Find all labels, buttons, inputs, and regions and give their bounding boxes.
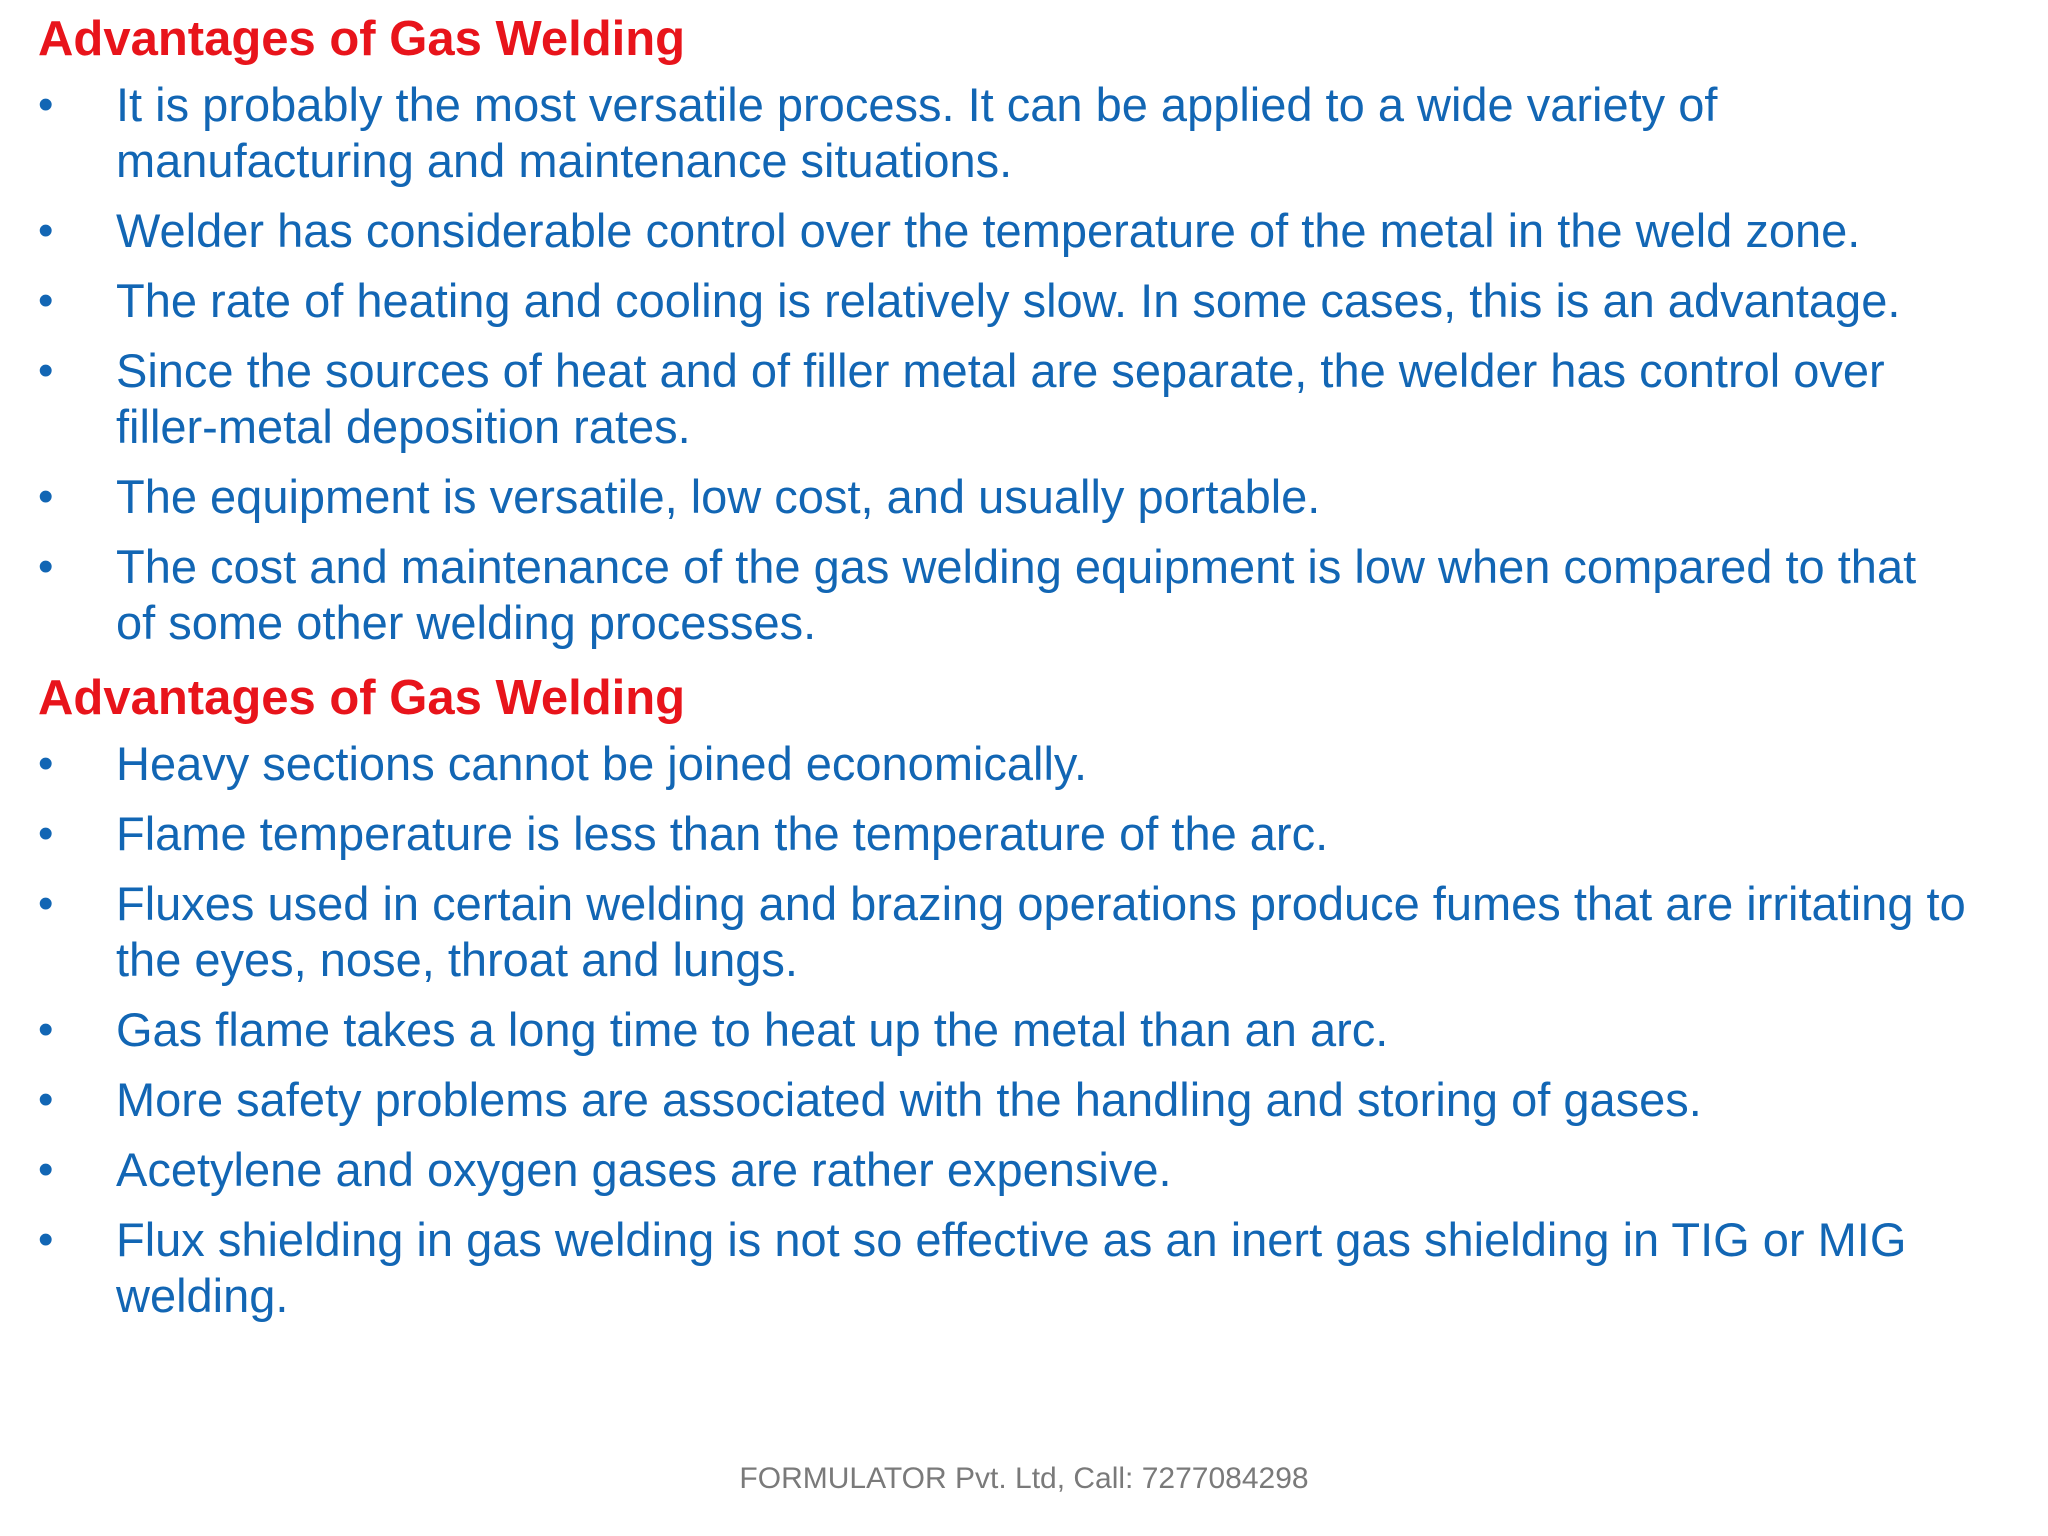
list-item-text: Flux shielding in gas welding is not so effective as an inert gas shielding in TIG or MIG welding. xyxy=(116,1212,1907,1322)
bullet-icon: • xyxy=(38,1074,54,1124)
list-item xyxy=(38,1002,1968,1058)
list-item-text: Welder has considerable control over the temperature of the metal in the weld zone. xyxy=(116,203,1861,257)
list-item xyxy=(38,1212,1968,1324)
list-item-text: It is probably the most versatile process. It can be applied to a wide variety of manufacturing and maintenance situations. xyxy=(116,77,1718,187)
list-item xyxy=(38,876,1968,988)
bullet-icon: • xyxy=(38,471,54,521)
list-item-text: Since the sources of heat and of filler metal are separate, the welder has control over filler-metal deposition rates. xyxy=(116,343,1885,453)
advantages-list xyxy=(38,77,2048,651)
list-item-text: Fluxes used in certain welding and brazing operations produce fumes that are irritating to the eyes, nose, throat and lungs. xyxy=(116,876,1966,986)
list-item xyxy=(38,273,1968,329)
list-item xyxy=(38,539,1968,651)
disadvantages-list xyxy=(38,736,2048,1324)
list-item-text: Heavy sections cannot be joined economically. xyxy=(116,736,1088,790)
list-item xyxy=(38,1072,1968,1128)
list-item xyxy=(38,203,1968,259)
list-item xyxy=(38,343,1968,455)
bullet-icon: • xyxy=(38,808,54,858)
bullet-icon: • xyxy=(38,275,54,325)
bullet-icon: • xyxy=(38,205,54,255)
list-item xyxy=(38,1142,1968,1198)
list-item-text: Acetylene and oxygen gases are rather expensive. xyxy=(116,1142,1172,1196)
list-item-text: Gas flame takes a long time to heat up the metal than an arc. xyxy=(116,1002,1389,1056)
footer-contact: FORMULATOR Pvt. Ltd, Call: 7277084298 xyxy=(739,1462,1309,1495)
section-heading-second: Advantages of Gas Welding xyxy=(38,670,686,725)
list-item xyxy=(38,806,1968,862)
section-heading-advantages: Advantages of Gas Welding xyxy=(38,12,686,66)
list-item-text: More safety problems are associated with the handling and storing of gases. xyxy=(116,1072,1702,1126)
list-item-text: Flame temperature is less than the temperature of the arc. xyxy=(116,806,1329,860)
list-item xyxy=(38,77,1968,189)
bullet-icon: • xyxy=(38,1144,54,1194)
bullet-icon: • xyxy=(38,345,54,395)
bullet-icon: • xyxy=(38,738,54,788)
bullet-icon: • xyxy=(38,541,54,591)
list-item xyxy=(38,469,1968,525)
list-item xyxy=(38,736,1968,792)
bullet-icon: • xyxy=(38,878,54,928)
list-item-text: The rate of heating and cooling is relatively slow. In some cases, this is an advantage. xyxy=(116,273,1901,327)
list-item-text: The equipment is versatile, low cost, and usually portable. xyxy=(116,469,1321,523)
list-item-text: The cost and maintenance of the gas welding equipment is low when compared to that of some other welding processes. xyxy=(116,539,1917,649)
bullet-icon: • xyxy=(38,1004,54,1054)
bullet-icon: • xyxy=(38,1214,54,1264)
bullet-icon: • xyxy=(38,79,54,129)
